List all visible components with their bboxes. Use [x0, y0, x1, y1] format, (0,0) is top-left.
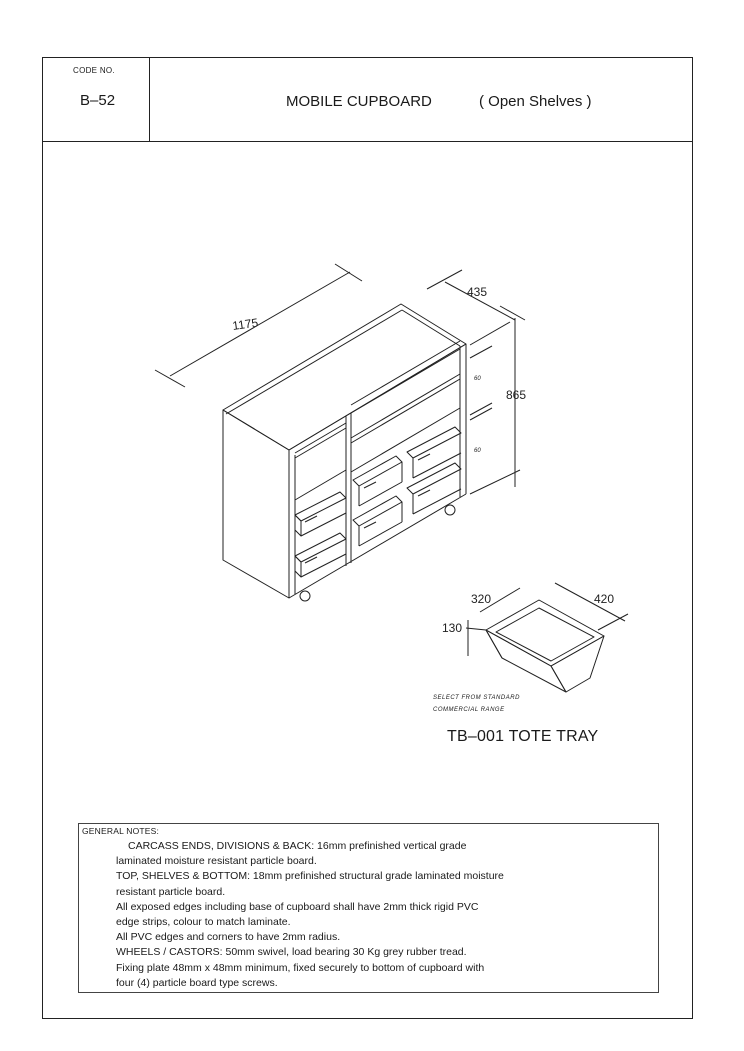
tray-dim-length: 420	[594, 592, 615, 606]
drawing-subtitle: ( Open Shelves )	[479, 93, 592, 110]
dim-length: 1175	[231, 315, 259, 333]
cupboard-trays	[295, 427, 461, 577]
note-line: WHEELS / CASTORS: 50mm swivel, load bearing 30 Kg grey rubber tread.	[116, 946, 467, 959]
notes-title: GENERAL NOTES:	[82, 826, 160, 836]
note-line: TOP, SHELVES & BOTTOM: 18mm prefinished structural grade laminated moisture	[116, 870, 504, 883]
cupboard-body	[223, 304, 466, 598]
tray-caption: TB–001 TOTE TRAY	[447, 728, 599, 745]
tray-dim-width: 320	[471, 592, 492, 606]
tray-dim-height: 130	[442, 621, 463, 635]
note-line: All exposed edges including base of cupboard shall have 2mm thick rigid PVC	[116, 900, 479, 913]
code-label: CODE NO.	[73, 66, 115, 75]
dim-shelf-gap-1: 60	[474, 376, 481, 382]
note-line: edge strips, colour to match laminate.	[116, 916, 291, 929]
code-value: B–52	[80, 92, 116, 109]
note-line: four (4) particle board type screws.	[116, 976, 278, 989]
castors	[300, 505, 455, 601]
dim-shelf-gap-2: 60	[474, 448, 481, 454]
note-line: Fixing plate 48mm x 48mm minimum, fixed securely to bottom of cupboard with	[116, 961, 485, 974]
notes-list	[116, 840, 656, 992]
dim-depth: 435	[467, 285, 488, 299]
note-line: All PVC edges and corners to have 2mm radius.	[116, 931, 341, 944]
general-notes	[78, 823, 659, 993]
note-line: CARCASS ENDS, DIVISIONS & BACK: 16mm prefinished vertical grade	[128, 840, 467, 852]
tray-note-line2: COMMERCIAL RANGE	[433, 707, 505, 713]
tray-note-line1: SELECT FROM STANDARD	[433, 695, 520, 701]
dim-height: 865	[506, 388, 527, 402]
note-line: resistant particle board.	[116, 885, 226, 898]
note-line: laminated moisture resistant particle board.	[116, 855, 317, 868]
drawing-title: MOBILE CUPBOARD	[286, 93, 432, 110]
